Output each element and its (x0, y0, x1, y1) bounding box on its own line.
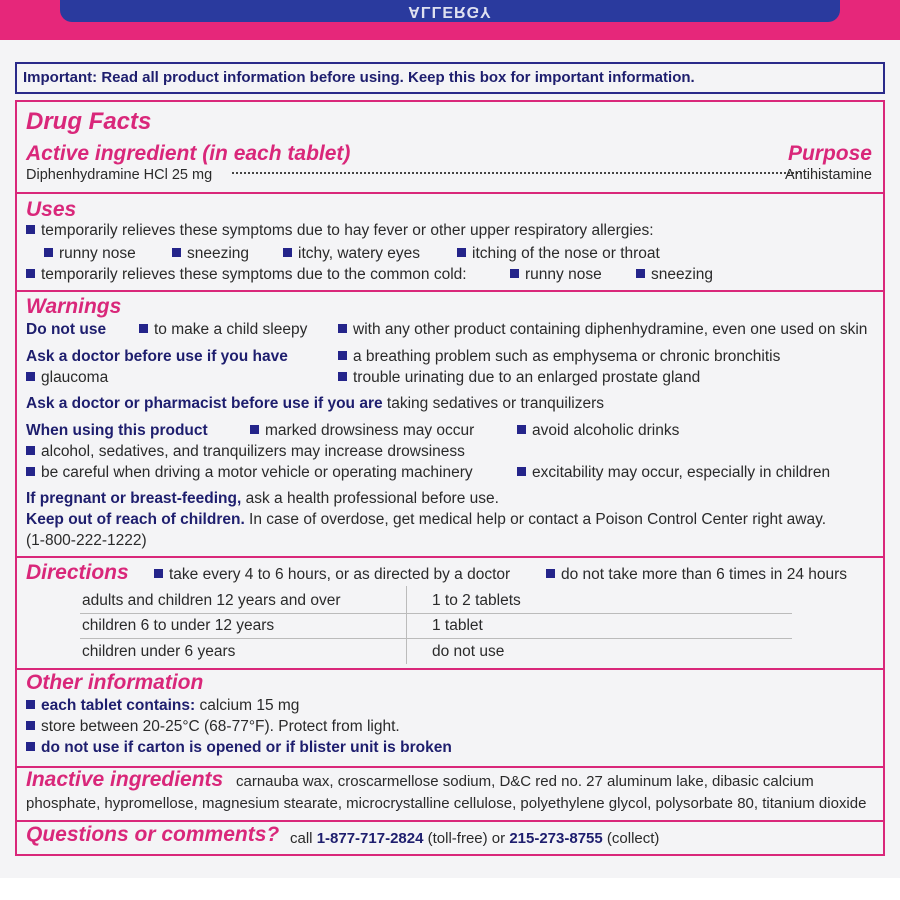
bullet-icon (636, 269, 645, 278)
divider-questions (17, 820, 883, 822)
important-notice: Important: Read all product information before using. Keep this box for important information. (23, 69, 695, 86)
uses-symptom: itching of the nose or throat (457, 245, 660, 263)
warning-item: excitability may occur, especially in children (517, 464, 830, 482)
bullet-icon (26, 225, 35, 234)
table-column-rule (406, 586, 407, 664)
when-using-label: When using this product (26, 422, 208, 439)
keep-out-line: Keep out of reach of children. In case of overdose, get medical help or contact a Poison Control Center right away. (26, 511, 827, 528)
warning-item: be careful when driving a motor vehicle or operating machinery (26, 464, 473, 482)
uses-symptom: runny nose (510, 266, 602, 284)
other-info-item: do not use if carton is opened or if blister unit is broken (26, 739, 452, 757)
dose-amount: 1 to 2 tablets (432, 592, 521, 609)
divider-uses (17, 192, 883, 194)
poison-control-phone: (1-800-222-1222) (26, 532, 147, 549)
dose-amount: 1 tablet (432, 617, 483, 634)
bullet-icon (338, 372, 347, 381)
questions-contact: call 1-877-717-2824 (toll-free) or 215-273-8755 (collect) (290, 830, 660, 847)
directions-heading: Directions (26, 561, 129, 584)
warning-item: glaucoma (26, 369, 108, 387)
bullet-icon (517, 467, 526, 476)
bullet-icon (26, 269, 35, 278)
bullet-icon (26, 721, 35, 730)
bullet-icon (26, 742, 35, 751)
bullet-icon (510, 269, 519, 278)
uses-line-1: temporarily relieves these symptoms due to hay fever or other upper respiratory allergies: (26, 222, 654, 240)
ask-doctor-label: Ask a doctor before use if you have (26, 348, 288, 365)
warning-item: with any other product containing diphenhydramine, even one used on skin (338, 321, 867, 339)
uses-symptom: runny nose (44, 245, 136, 263)
direction-item: take every 4 to 6 hours, or as directed by a doctor (154, 566, 510, 584)
ask-pharmacist-line: Ask a doctor or pharmacist before use if you are taking sedatives or tranquilizers (26, 395, 605, 412)
direction-item: do not take more than 6 times in 24 hours (546, 566, 847, 584)
dose-age: children 6 to under 12 years (82, 617, 275, 634)
warning-item: trouble urinating due to an enlarged prostate gland (338, 369, 700, 387)
inactive-line-1: carnauba wax, croscarmellose sodium, D&C red no. 27 aluminum lake, dibasic calcium (236, 773, 814, 790)
drug-facts-title: Drug Facts (26, 108, 152, 135)
purpose-heading: Purpose (787, 142, 872, 165)
uses-symptom: itchy, watery eyes (283, 245, 420, 263)
bullet-icon (283, 248, 292, 257)
dose-age: children under 6 years (82, 643, 236, 660)
uses-heading: Uses (26, 198, 77, 221)
ingredient-name: Diphenhydramine HCl 25 mg (26, 167, 213, 183)
uses-symptom: sneezing (172, 245, 249, 263)
bottom-margin (0, 878, 900, 900)
bullet-icon (546, 569, 555, 578)
dose-age: adults and children 12 years and over (82, 592, 341, 609)
inactive-line-2: phosphate, hypromellose, magnesium stearate, microcrystalline cellulose, polyethylene glycol, polysorbate 80, titanium dioxide (26, 795, 867, 812)
divider-other (17, 668, 883, 670)
bullet-icon (250, 425, 259, 434)
bullet-icon (26, 446, 35, 455)
dose-amount: do not use (432, 643, 505, 660)
pregnant-line: If pregnant or breast-feeding, ask a health professional before use. (26, 490, 499, 507)
questions-heading: Questions or comments? (26, 823, 280, 846)
uses-line-2: temporarily relieves these symptoms due to the common cold: (26, 266, 467, 284)
flipped-brand-text: ALLERGY (408, 3, 492, 20)
ingredient-purpose: Antihistamine (784, 167, 872, 183)
do-not-use-label: Do not use (26, 321, 107, 338)
bullet-icon (26, 467, 35, 476)
bullet-icon (338, 351, 347, 360)
bullet-icon (172, 248, 181, 257)
other-info-item: store between 20-25°C (68-77°F). Protect from light. (26, 718, 400, 736)
warning-item: alcohol, sedatives, and tranquilizers may increase drowsiness (26, 443, 465, 461)
table-rule (80, 638, 792, 639)
bullet-icon (26, 372, 35, 381)
warnings-heading: Warnings (26, 295, 122, 318)
bullet-icon (457, 248, 466, 257)
warning-item: to make a child sleepy (139, 321, 307, 339)
bullet-icon (154, 569, 163, 578)
divider-warnings (17, 290, 883, 292)
warning-item: avoid alcoholic drinks (517, 422, 679, 440)
bullet-icon (517, 425, 526, 434)
inactive-heading: Inactive ingredients (26, 768, 224, 791)
other-info-heading: Other information (26, 671, 204, 694)
warning-item: a breathing problem such as emphysema or chronic bronchitis (338, 348, 780, 366)
ingredient-leader-dots (232, 172, 802, 174)
bullet-icon (139, 324, 148, 333)
uses-symptom: sneezing (636, 266, 713, 284)
warning-item: marked drowsiness may occur (250, 422, 474, 440)
other-info-item: each tablet contains: calcium 15 mg (26, 697, 299, 715)
bullet-icon (338, 324, 347, 333)
active-ingredient-heading: Active ingredient (in each tablet) (26, 142, 351, 165)
bullet-icon (44, 248, 53, 257)
important-notice-box (15, 62, 885, 94)
table-rule (80, 613, 792, 614)
divider-directions (17, 556, 883, 558)
bullet-icon (26, 700, 35, 709)
